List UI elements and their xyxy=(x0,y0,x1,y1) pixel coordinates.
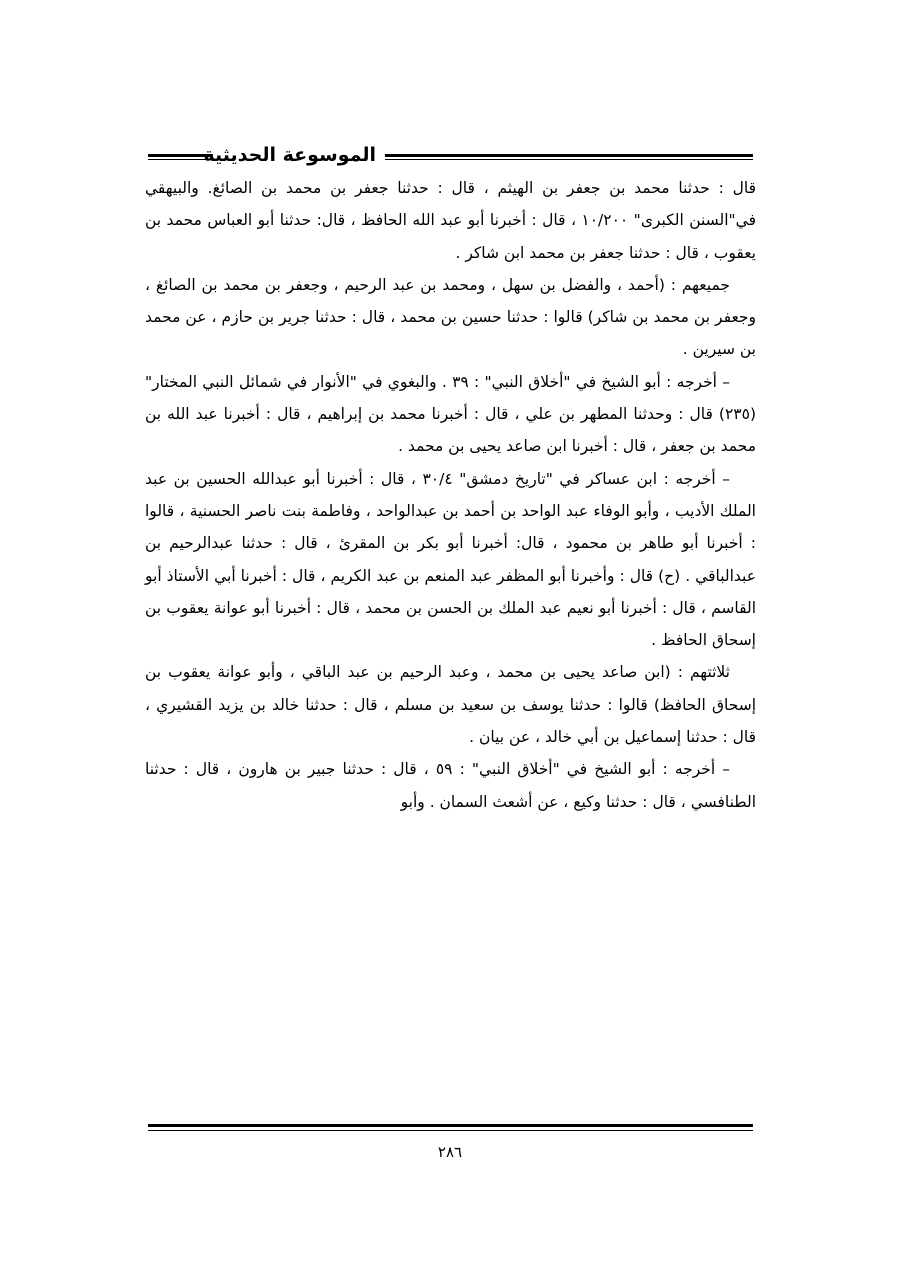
footer-rule xyxy=(148,1124,753,1131)
paragraph-6: – أخرجه : أبو الشيخ في "أخلاق النبي" : ٥٩ ، قال : حدثنا جبير بن هارون ، قال : حدثنا الطنافسي ، قال : حدثنا وكيع ، عن أشعث السمان . وأبو xyxy=(145,760,756,811)
page-number: ٢٨٦ xyxy=(437,1143,463,1161)
header-rule-left xyxy=(148,154,210,160)
header-rule-right xyxy=(385,154,753,160)
paragraph-2: جميعهم : (أحمد ، والفضل بن سهل ، ومحمد بن عبد الرحيم ، وجعفر بن محمد بن الصائغ ، وجعفر بن محمد بن شاكر) قالوا : حدثنا حسين بن محمد ، قال : حدثنا جرير بن حازم ، عن محمد بن سيرين . xyxy=(145,275,756,359)
paragraph-5: ثلاثتهم : (ابن صاعد يحيى بن محمد ، وعبد الرحيم بن عبد الباقي ، وأبو عوانة يعقوب بن إسحاق الحافظ) قالوا : حدثنا يوسف بن سعيد بن مسلم ، قال : حدثنا خالد بن يزيد القشيري ، قال : حدثنا إسماعيل بن أبي خالد ، عن بيان . xyxy=(145,663,756,747)
page-header xyxy=(148,140,753,174)
paragraph-3: – أخرجه : أبو الشيخ في "أخلاق النبي" : ٣٩ . والبغوي في "الأنوار في شمائل النبي المختار" (٢٣٥) قال : وحدثنا المطهر بن علي ، قال : أخبرنا محمد بن إبراهيم ، قال : أخبرنا عبد الله بن محمد بن جعفر ، قال : أخبرنا ابن صاعد يحيى بن محمد . xyxy=(145,372,756,456)
body-text xyxy=(145,172,756,818)
running-title: الموسوعة الحديثية xyxy=(203,144,376,166)
paragraph-1: قال : حدثنا محمد بن جعفر بن الهيثم ، قال : حدثنا جعفر بن محمد بن الصائغ. والبيهقي في"السنن الكبرى" ١٠/٢٠٠ ، قال : أخبرنا أبو عبد الله الحافظ ، قال: حدثنا أبو العباس محمد بن يعقوب ، قال : حدثنا جعفر بن محمد ابن شاكر . xyxy=(145,179,756,262)
paragraph-4: – أخرجه : ابن عساكر في "تاريخ دمشق" ٣٠/٤ ، قال : أخبرنا أبو عبدالله الحسين بن عبد الملك الأديب ، وأبو الوفاء عبد الواحد بن أحمد بن عبدالواحد ، وفاطمة بنت ناصر الحسنية ، قالوا : أخبرنا أبو طاهر بن محمود ، قال: أخبرنا أبو بكر بن المقرئ ، قال : حدثنا عبدالرحيم بن عبدالباقي . (ح) قال : وأخبرنا أبو المظفر عبد المنعم بن عبد الكريم ، قال : أخبرنا أبي الأستاذ أبو القاسم ، قال : أخبرنا أبو نعيم عبد الملك بن الحسن بن محمد ، قال : أخبرنا أبو عوانة يعقوب بن إسحاق الحافظ . xyxy=(145,469,756,650)
